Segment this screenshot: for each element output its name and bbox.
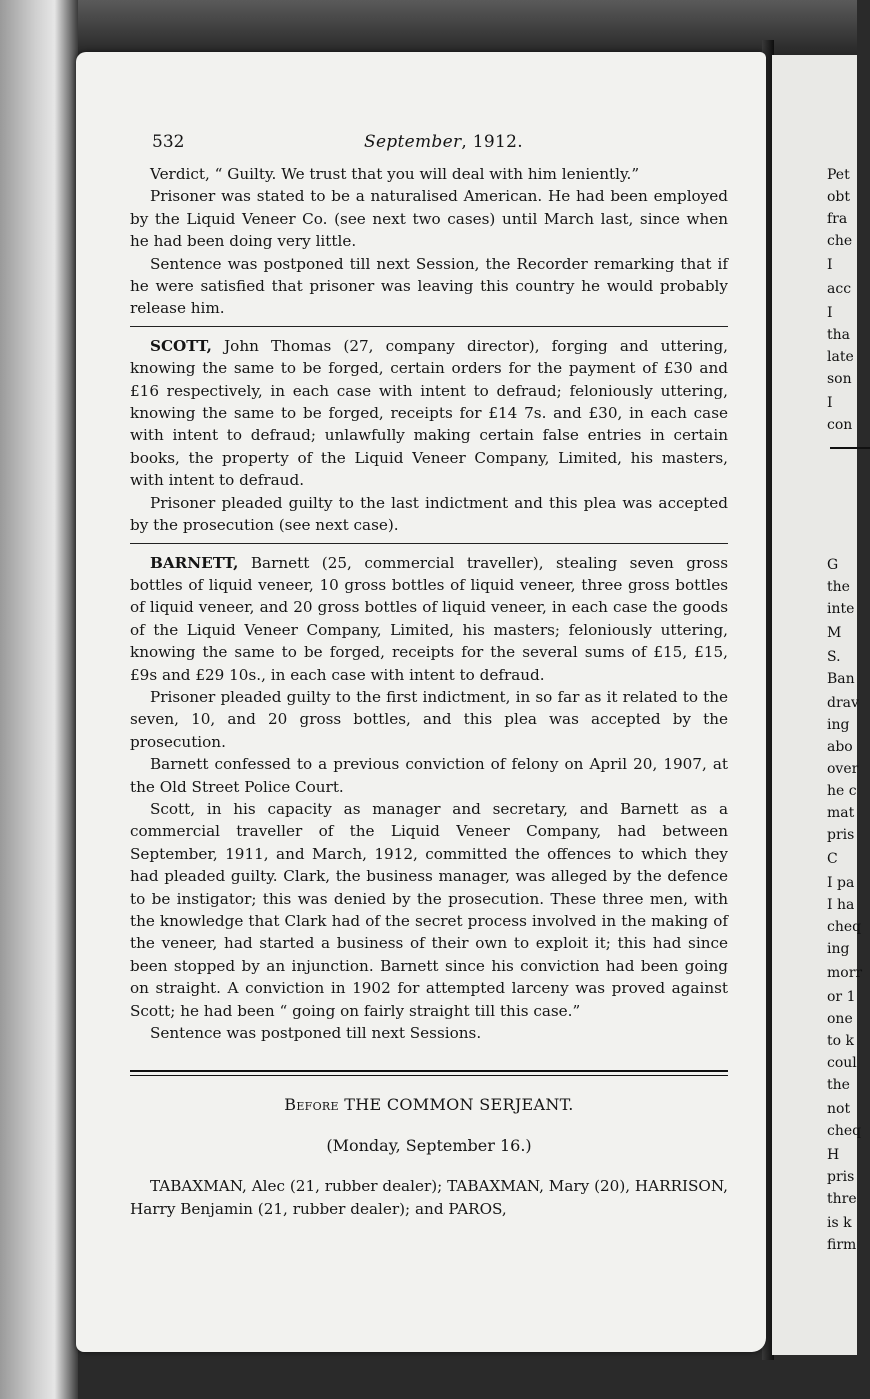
next-page-fragment: inte xyxy=(827,601,855,617)
tabaxman-indictment: TABAXMAN, Alec (21, rubber dealer); TABAXMAN, Mary (20), HARRISON, Harry Benjamin (21, rubber dealer); and PAROS, xyxy=(130,1177,728,1218)
barnett-plea: Prisoner pleaded guilty to the first indictment, in so far as it related to the seven, 10, and 20 gross bottles, and this plea was accepted by the prosecution. xyxy=(130,687,728,751)
verdict-paragraph: Verdict, “ Guilty. We trust that you will deal with him leniently.” xyxy=(150,165,640,183)
next-page-fragment: ing xyxy=(827,941,850,957)
court-heading xyxy=(130,1094,728,1116)
next-page-fragment: I xyxy=(827,257,833,273)
next-page-fragment: over xyxy=(827,761,859,777)
barnett-indictment xyxy=(130,552,728,686)
next-page-fragment: the xyxy=(827,579,850,595)
next-page-fragment: I xyxy=(827,395,833,411)
next-page-fragment: not xyxy=(827,1101,851,1117)
barnett-indictment-text: Barnett (25, commercial traveller), stealing seven gross bottles of liquid veneer, 10 gross bottles of liquid veneer, three gross bottles of liquid veneer, and 20 gross bottles of liquid veneer, in each case the goods of the Liquid Veneer Company, Limited, his masters; feloniously uttering, knowing the same to be forged, receipts for the several sums of £15, £15, £9s and £29 10s., in each case with intent to defraud. xyxy=(130,553,728,684)
next-page-fragment: is k xyxy=(827,1215,852,1231)
next-page-fragment: firm xyxy=(827,1237,857,1253)
scott-indictment-text: John Thomas (27, company director), forging and uttering, knowing the same to be forged, certain orders for the payment of £30 and £16 respectively, in each case with intent to defraud; feloniously uttering, knowing the same to be forged, receipts for £14 7s. and £30, in each case with intent to defraud; unlawfully making certain false entries in certain books, the property of the Liquid Veneer Company, Limited, his masters, with intent to defraud. xyxy=(130,336,728,490)
next-page-fragment: abo xyxy=(827,739,853,755)
next-page-edge xyxy=(772,55,863,1355)
next-page-fragment: Ban xyxy=(827,671,855,687)
next-page-fragment: S. xyxy=(827,649,841,665)
scan-left-edge xyxy=(0,0,78,1399)
next-page-fragment: or 1 xyxy=(827,989,856,1005)
case-statement: Scott, in his capacity as manager and secretary, and Barnett as a commercial traveller of the Liquid Veneer Company, had between September, 1911, and March, 1912, committed the offences to which they had pleaded guilty. Clark, the business manager, was alleged by the defence to be instigator; this was denied by the prosecution. These three men, with the knowledge that Clark had of the secret process involved in the making of the veneer, had started a business of their own to exploit it; this had since been stopped by an injunction. Barnett since his conviction had been going on straight. A conviction in 1902 for attempted larceny was proved against Scott; he had been “ going on fairly straight till this case.” xyxy=(130,799,728,1020)
scott-name: SCOTT, xyxy=(150,336,212,355)
next-page-fragment: mat xyxy=(827,805,855,821)
next-page-fragment: con xyxy=(827,417,853,433)
barnett-name: BARNETT, xyxy=(150,553,239,572)
scott-indictment xyxy=(130,335,728,492)
section-divider xyxy=(130,543,728,544)
scott-plea: Prisoner pleaded guilty to the last indictment and this plea was accepted by the prosecution (see next case). xyxy=(130,493,728,535)
page-number: 532 xyxy=(152,132,185,152)
running-header xyxy=(130,131,728,163)
sentence-paragraph: Sentence was postponed till next Session, the Recorder remarking that if he were satisfied that prisoner was leaving this country he would probably release him. xyxy=(130,254,728,318)
next-page-fragment: cheq xyxy=(827,919,862,935)
next-page-fragment: I ha xyxy=(827,897,855,913)
next-page-fragment: pris xyxy=(827,827,855,843)
next-page-fragment: the xyxy=(827,1077,850,1093)
running-title xyxy=(364,131,523,153)
double-rule xyxy=(130,1070,728,1076)
session-date: (Monday, September 16.) xyxy=(326,1135,532,1155)
next-page-fragment: drav xyxy=(827,695,859,711)
next-page-fragment: he c xyxy=(827,783,857,799)
next-page-fragment: C xyxy=(827,851,838,867)
next-page-fragment: I pa xyxy=(827,875,855,891)
running-title-year: , 1912. xyxy=(461,132,523,152)
next-page-fragment: Pet xyxy=(827,167,850,183)
next-page-fragment: obt xyxy=(827,189,851,205)
running-title-month: September xyxy=(364,132,462,152)
next-page-fragment: coul xyxy=(827,1055,857,1071)
next-page-fragment: H xyxy=(827,1147,840,1163)
court-before: Before xyxy=(284,1095,339,1115)
next-page-fragment: tha xyxy=(827,327,850,343)
next-page-fragment: M xyxy=(827,625,842,641)
barnett-previous-conviction: Barnett confessed to a previous conviction of felony on April 20, 1907, at the Old Street Police Court. xyxy=(130,755,728,796)
next-page-fragment: to k xyxy=(827,1033,854,1049)
next-page-fragment: one xyxy=(827,1011,853,1027)
next-page-fragment: I xyxy=(827,305,833,321)
next-page-fragment: thre xyxy=(827,1191,857,1207)
next-page-fragment: acc xyxy=(827,281,852,297)
next-page-fragment: cheq xyxy=(827,1123,862,1139)
next-page-fragment: ing xyxy=(827,717,850,733)
page-content xyxy=(130,131,728,1220)
next-page-rule xyxy=(830,447,870,449)
barnett-sentence: Sentence was postponed till next Sessions. xyxy=(150,1024,482,1043)
court-name: THE COMMON SERJEANT. xyxy=(338,1095,574,1115)
next-page-fragment: son xyxy=(827,371,852,387)
next-page-fragment: morr xyxy=(827,965,863,981)
next-page-fragment: late xyxy=(827,349,854,365)
prisoner-paragraph: Prisoner was stated to be a naturalised American. He had been employed by the Liquid Veneer Co. (see next two cases) until March last, since when he had been doing very little. xyxy=(130,187,728,251)
next-page-fragment: che xyxy=(827,233,853,249)
next-page-fragment: pris xyxy=(827,1169,855,1185)
next-page-fragment: fra xyxy=(827,211,848,227)
next-page-fragment: G xyxy=(827,557,839,573)
section-divider xyxy=(130,326,728,327)
